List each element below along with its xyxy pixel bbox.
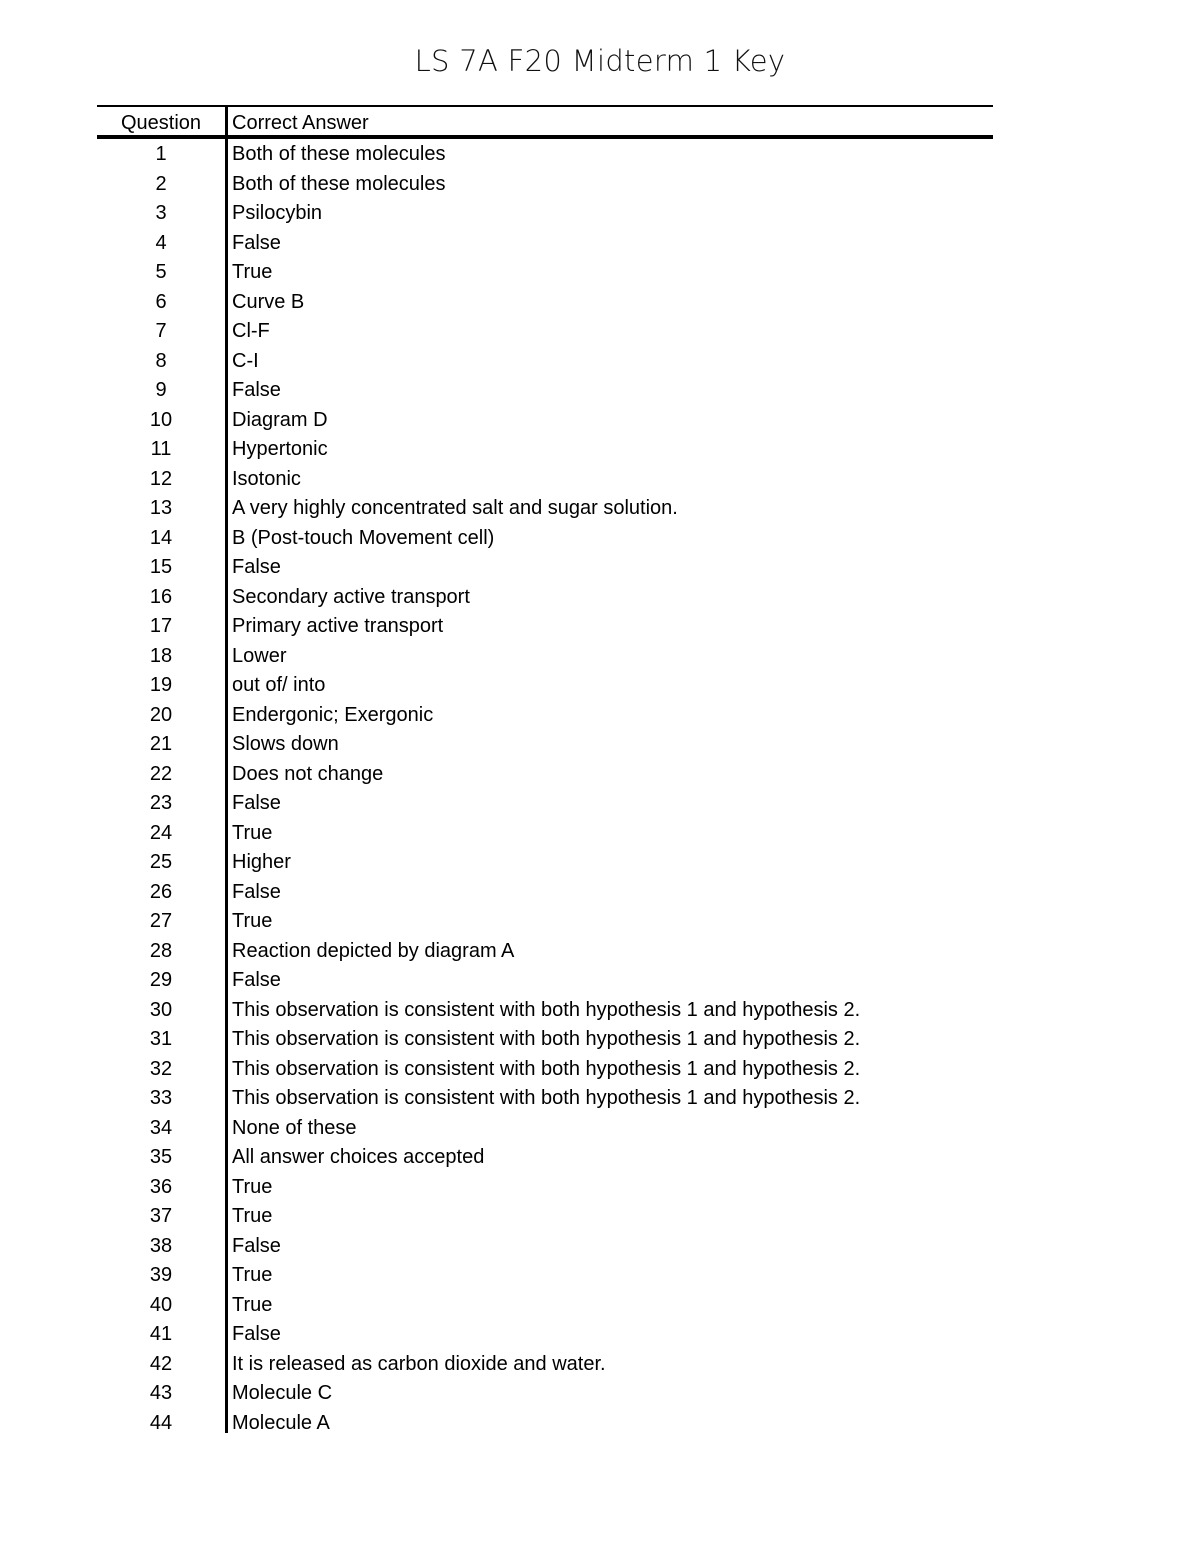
correct-answer: Does not change — [232, 762, 384, 785]
question-number: 39 — [149, 1264, 173, 1286]
correct-answer: This observation is consistent with both hypothesis 1 and hypothesis 2. — [232, 1028, 861, 1050]
correct-answer: None of these — [232, 1116, 357, 1139]
table-row — [97, 761, 993, 791]
correct-answer: This observation is consistent with both hypothesis 1 and hypothesis 2. — [232, 1087, 861, 1109]
correct-answer: Secondary active transport — [232, 585, 470, 608]
question-number: 18 — [149, 644, 173, 667]
table-row — [97, 200, 993, 230]
table-row — [97, 731, 993, 761]
question-number: 41 — [149, 1323, 173, 1345]
table-row — [97, 1203, 993, 1233]
document-title: LS 7A F20 Midterm 1 Key — [414, 44, 786, 78]
correct-answer: Lower — [232, 644, 287, 667]
table-row — [97, 377, 993, 407]
table-row — [97, 1174, 993, 1204]
table-row — [97, 1233, 993, 1263]
table-row — [97, 967, 993, 997]
question-number: 40 — [149, 1293, 173, 1316]
question-number: 27 — [149, 910, 173, 932]
correct-answer: Both of these molecules — [232, 172, 446, 195]
correct-answer: False — [232, 969, 281, 991]
question-number: 42 — [149, 1352, 173, 1375]
question-number: 34 — [149, 1116, 173, 1139]
correct-answer: True — [232, 1293, 273, 1316]
correct-answer: False — [232, 1234, 281, 1257]
question-number: 31 — [149, 1028, 173, 1050]
correct-answer: Slows down — [232, 733, 339, 755]
question-number: 22 — [149, 762, 173, 785]
correct-answer: This observation is consistent with both hypothesis 1 and hypothesis 2. — [232, 1057, 861, 1080]
correct-answer: False — [232, 379, 281, 401]
question-number: 17 — [149, 615, 173, 637]
correct-answer: Hypertonic — [232, 438, 328, 460]
correct-answer: False — [232, 1323, 281, 1345]
correct-answer: Cl-F — [232, 320, 270, 342]
question-number: 12 — [149, 467, 173, 490]
correct-answer: True — [232, 1205, 273, 1227]
question-number: 9 — [155, 379, 167, 401]
question-number: 29 — [149, 969, 173, 991]
question-number: 32 — [149, 1057, 173, 1080]
correct-answer: False — [232, 556, 281, 578]
correct-answer: B (Post-touch Movement cell) — [232, 526, 495, 549]
table-row — [97, 407, 993, 437]
correct-answer: All answer choices accepted — [232, 1146, 485, 1168]
table-row — [97, 908, 993, 938]
table-row — [97, 702, 993, 732]
table-row — [97, 436, 993, 466]
table-row — [97, 171, 993, 201]
table-row — [97, 849, 993, 879]
question-number: 35 — [149, 1146, 173, 1168]
question-number: 2 — [155, 172, 167, 195]
table-row — [97, 1262, 993, 1292]
correct-answer: This observation is consistent with both hypothesis 1 and hypothesis 2. — [232, 998, 861, 1021]
table-row — [97, 820, 993, 850]
table-row — [97, 879, 993, 909]
correct-answer: Endergonic; Exergonic — [232, 703, 434, 726]
table-row — [97, 938, 993, 968]
correct-answer: True — [232, 1175, 273, 1198]
question-number: 3 — [155, 202, 167, 224]
question-number: 19 — [149, 674, 173, 696]
question-number: 33 — [149, 1087, 173, 1109]
question-number: 43 — [149, 1382, 173, 1404]
correct-answer: Both of these molecules — [232, 143, 446, 165]
table-header-rule — [97, 135, 993, 139]
table-row — [97, 318, 993, 348]
correct-answer: Curve B — [232, 290, 305, 313]
table-row — [97, 466, 993, 496]
question-number: 38 — [149, 1234, 173, 1257]
table-row — [97, 1410, 993, 1440]
question-number: 7 — [155, 320, 167, 342]
correct-answer: True — [232, 1264, 273, 1286]
question-number: 11 — [150, 438, 172, 460]
table-row — [97, 348, 993, 378]
question-number: 24 — [149, 821, 173, 844]
table-row — [97, 613, 993, 643]
correct-answer: C-I — [232, 349, 259, 372]
correct-answer: True — [232, 261, 273, 283]
table-row — [97, 230, 993, 260]
table-row — [97, 584, 993, 614]
question-number: 15 — [149, 556, 173, 578]
question-number: 36 — [149, 1175, 173, 1198]
question-number: 1 — [155, 143, 167, 165]
question-number: 23 — [149, 792, 173, 814]
table-header-row — [97, 107, 993, 137]
correct-answer: False — [232, 880, 281, 903]
correct-answer: out of/ into — [232, 674, 326, 696]
correct-answer: True — [232, 821, 273, 844]
correct-answer: Molecule C — [232, 1382, 333, 1404]
table-row — [97, 1056, 993, 1086]
table-row — [97, 672, 993, 702]
question-number: 44 — [149, 1411, 173, 1434]
header-question: Question — [120, 112, 202, 134]
table-row — [97, 643, 993, 673]
table-row — [97, 1380, 993, 1410]
table-row — [97, 1321, 993, 1351]
correct-answer: Higher — [232, 851, 291, 873]
question-number: 13 — [149, 497, 173, 519]
question-number: 8 — [155, 349, 167, 372]
table-row — [97, 1115, 993, 1145]
table-row — [97, 997, 993, 1027]
question-number: 10 — [149, 408, 173, 431]
table-row — [97, 790, 993, 820]
question-number: 25 — [149, 851, 173, 873]
question-number: 26 — [149, 880, 173, 903]
question-number: 16 — [149, 585, 173, 608]
correct-answer: Diagram D — [232, 408, 328, 431]
question-number: 37 — [149, 1205, 173, 1227]
question-number: 20 — [149, 703, 173, 726]
question-number: 30 — [149, 998, 173, 1021]
correct-answer: Primary active transport — [232, 615, 444, 637]
table-row — [97, 1085, 993, 1115]
table-row — [97, 259, 993, 289]
question-number: 6 — [155, 290, 167, 313]
table-row — [97, 289, 993, 319]
table-row — [97, 554, 993, 584]
correct-answer: Isotonic — [232, 467, 301, 490]
table-row — [97, 1144, 993, 1174]
correct-answer: True — [232, 910, 273, 932]
correct-answer: Molecule A — [232, 1411, 330, 1434]
table-row — [97, 1292, 993, 1322]
question-number: 28 — [149, 939, 173, 962]
table-row — [97, 495, 993, 525]
table-row — [97, 525, 993, 555]
correct-answer: Psilocybin — [232, 202, 323, 224]
table-row — [97, 1351, 993, 1381]
correct-answer: It is released as carbon dioxide and water. — [232, 1352, 606, 1375]
question-number: 4 — [155, 231, 167, 254]
table-row — [97, 141, 993, 171]
correct-answer: False — [232, 792, 281, 814]
correct-answer: Reaction depicted by diagram A — [232, 939, 515, 962]
question-number: 21 — [149, 733, 173, 755]
question-number: 5 — [155, 261, 167, 283]
correct-answer: False — [232, 231, 281, 254]
answer-rows — [97, 141, 993, 1439]
question-number: 14 — [149, 526, 173, 549]
header-correct-answer: Correct Answer — [232, 112, 369, 134]
table-row — [97, 1026, 993, 1056]
correct-answer: A very highly concentrated salt and sugar solution. — [232, 497, 678, 519]
